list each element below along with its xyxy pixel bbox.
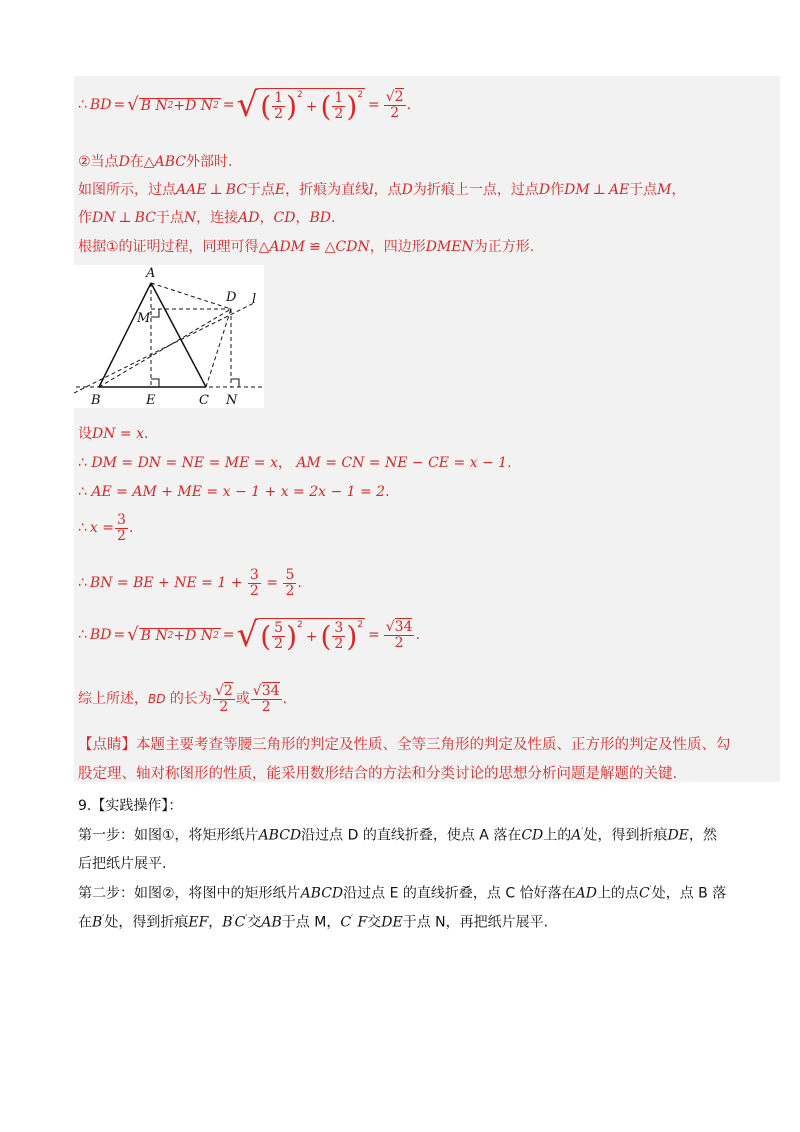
result-root: 2 — [394, 88, 404, 105]
bd-label: BD — [89, 97, 112, 113]
question-9-header — [78, 799, 182, 813]
fraction — [115, 513, 128, 543]
text: 作 — [550, 182, 565, 198]
text: 于点 — [629, 182, 658, 198]
text: 处，得到折痕 — [583, 827, 668, 844]
plus: + — [173, 98, 186, 114]
point-c-prime: C — [234, 914, 246, 931]
frac-num: 5 — [285, 567, 295, 583]
point-n: N — [183, 210, 197, 226]
text: 后把纸片展平. — [78, 856, 167, 872]
result-den: 2 — [390, 104, 400, 121]
equation: AM = CN = NE − CE = x − 1 — [296, 455, 508, 471]
text: 第二步：如图②，将图中的矩形纸片 — [78, 885, 301, 902]
label-c: C — [199, 393, 209, 408]
exp: 2 — [357, 90, 363, 101]
frac-den: 2 — [249, 582, 259, 599]
text: ， — [259, 210, 274, 226]
bn-term: B N — [140, 98, 168, 114]
result-root: 34 — [394, 618, 413, 635]
text: 综上所述， — [78, 691, 148, 708]
perp-symbol: ⊥ — [592, 182, 606, 198]
text: 处，点 B 落 — [651, 885, 727, 902]
answer-fraction-2: $\frac{√34}{2}$ — [252, 683, 280, 715]
frac-den: 2 — [285, 582, 295, 599]
frac-num: 3 — [117, 512, 126, 528]
therefore-symbol: ∴ — [78, 484, 87, 500]
point-d: D — [401, 182, 413, 198]
period: . — [385, 484, 390, 500]
step-bn — [78, 568, 302, 598]
equals-sign: = — [368, 627, 380, 643]
bd-label: BD — [148, 692, 166, 707]
frac-den: 2 — [334, 636, 344, 652]
text: 为正方形. — [473, 239, 535, 255]
rect-abcd: ABCD — [258, 827, 302, 844]
text: 上的 — [543, 827, 572, 844]
desc-line-2 — [78, 211, 335, 225]
frac-num: 1 — [274, 90, 284, 107]
root: 34 — [261, 683, 280, 699]
point-b-prime: B — [222, 914, 233, 931]
step-ae — [78, 485, 390, 499]
frac-den: 2 — [219, 698, 229, 715]
triangle-abc: ABC — [154, 154, 186, 170]
seg-ad: AD — [575, 885, 597, 902]
text: 于点 — [246, 182, 275, 198]
text: 沿过点 D 的直线折叠，使点 A 落在 — [301, 827, 522, 844]
exp: 2 — [213, 630, 219, 641]
equals-sign: = — [222, 97, 235, 113]
period: . — [507, 455, 512, 471]
congruent-symbol: ≌ — [309, 239, 321, 255]
seg-dn: DN — [92, 210, 116, 226]
seg-bc: BC — [134, 210, 156, 226]
text: ， — [671, 182, 686, 198]
dn-term: D N — [185, 628, 214, 644]
equation: x = — [89, 520, 114, 537]
text: 于点 M， — [281, 914, 341, 931]
label-a: A — [146, 266, 156, 281]
line-l: l — [369, 182, 374, 198]
seg-ab: AB — [261, 914, 282, 931]
seg-ad: AD — [238, 210, 260, 226]
equals-sign: = — [261, 575, 283, 592]
q9-step1-line2 — [78, 857, 166, 871]
prime: ′ — [245, 914, 248, 924]
text: 第一步：如图①，将矩形纸片 — [78, 827, 259, 844]
seg-cd: CD — [273, 210, 296, 226]
exp: 2 — [167, 100, 174, 111]
text: ，折痕为直线 — [285, 182, 370, 198]
desc-line-3 — [78, 240, 534, 254]
label-d: D — [226, 290, 237, 305]
therefore-symbol: ∴ — [78, 520, 87, 537]
prime: ′ — [232, 914, 235, 924]
text: 作 — [78, 210, 92, 226]
frac-den: 2 — [274, 106, 284, 122]
text: 或 — [235, 691, 250, 708]
step-bd-result — [78, 615, 420, 655]
sqrt-bn-dn: √ B N 2 + D N 2 — [127, 624, 219, 645]
bn-term: B N — [140, 628, 168, 644]
text: ，点 — [373, 182, 402, 198]
text: 设 — [78, 426, 92, 442]
point-b-prime: B — [92, 914, 103, 931]
seg-de: DE — [667, 827, 689, 844]
seg-bc: BC — [225, 182, 247, 198]
label-n: N — [226, 393, 238, 408]
equation: AE = AM + ME = x − 1 + x = 2x − 1 = 2 — [91, 484, 386, 500]
answer-fraction-1: $\frac{√2}{2}$ — [214, 683, 233, 715]
equals-sign: = — [113, 97, 126, 113]
text: 交 — [367, 914, 382, 931]
triangle-adm: ADM — [269, 239, 306, 255]
equals-sign: = — [222, 627, 235, 643]
seg-ef: EF — [188, 914, 209, 931]
label-b: B — [91, 393, 101, 408]
point-c-prime: C — [340, 914, 352, 931]
prime: ′ — [351, 914, 354, 924]
plus: + — [305, 98, 318, 115]
point-e: E — [274, 182, 286, 198]
dn-term: D N — [185, 98, 214, 114]
exp: 2 — [297, 620, 303, 631]
period: . — [297, 575, 302, 592]
summary-line — [78, 684, 287, 714]
point-d: D — [118, 154, 130, 170]
seg-de: DE — [381, 914, 403, 931]
seg-ae: AE — [186, 182, 207, 198]
frac-num: 3 — [249, 567, 259, 583]
text: 的长为 — [165, 691, 212, 708]
result-den: 2 — [394, 634, 404, 651]
frac-num: 5 — [274, 620, 284, 637]
text: 如图所示，过点 — [78, 182, 176, 198]
label-m: M — [137, 311, 151, 326]
sqrt-fractions: √ ( $\frac{5}{2}$ ) $^2$ + ( $\frac{3}{2}$ ) $^2$ — [236, 615, 363, 655]
text: ， — [208, 914, 223, 931]
prime: ′ — [102, 914, 105, 924]
frac-den: 2 — [117, 527, 126, 544]
text: 为折痕上一点，过点 — [412, 182, 539, 198]
text: 沿过点 E 的直线折叠，点 C 恰好落在 — [343, 885, 576, 902]
text: ，连接 — [196, 210, 239, 226]
plus: + — [173, 628, 186, 644]
sqrt-fractions: √ ( $\frac{1}{2}$ ) $^2$ + ( $\frac{1}{2}$ ) $^2$ — [236, 85, 363, 125]
period: . — [415, 627, 420, 643]
var-x: x — [136, 426, 145, 442]
root: 2 — [223, 683, 233, 699]
equals-sign: = — [368, 97, 380, 113]
plus: + — [305, 628, 318, 645]
triangle-symbol: △ — [143, 154, 155, 170]
point-d: D — [538, 182, 551, 198]
step-set-dn — [78, 427, 148, 441]
label-e: E — [146, 393, 156, 408]
triangle-symbol: △ — [258, 239, 270, 255]
point-f: F — [353, 914, 368, 931]
fraction — [283, 568, 296, 598]
triangle-symbol: △ — [324, 239, 336, 255]
exp: 2 — [357, 620, 363, 631]
q9-step2-line1 — [78, 886, 726, 901]
case1-bd-result — [78, 85, 412, 125]
result-fraction: $\frac{√2}{2}$ — [385, 88, 404, 121]
comment-text: 股定理、轴对称图形的性质，能采用数形结合的方法和分类讨论的思想分析问题是解题的关键. — [78, 766, 678, 782]
point-m: M — [657, 182, 672, 198]
text: 外部时. — [185, 154, 233, 170]
seg-cd: CD — [521, 827, 544, 844]
text: ， — [295, 210, 310, 226]
q9-step2-line2 — [78, 915, 548, 930]
text: 交 — [247, 914, 262, 931]
q9-step1-line1 — [78, 828, 717, 843]
comment-line-2 — [78, 767, 677, 782]
seg-dm: DM — [564, 182, 590, 198]
therefore-symbol: ∴ — [78, 97, 87, 113]
frac-num: 1 — [334, 90, 344, 107]
label-l: l — [252, 292, 257, 307]
question-title: 9.【实践操作】： — [78, 798, 183, 814]
result-fraction: $\frac{√34}{2}$ — [385, 618, 413, 651]
point-c-prime: C — [638, 885, 650, 902]
triangle-cdn: CDN — [335, 239, 370, 255]
perp-symbol: ⊥ — [209, 182, 223, 198]
text: 上的点 — [596, 885, 639, 902]
text: 在 — [129, 154, 144, 170]
text: ②当点 — [78, 154, 119, 170]
comment-line-1 — [78, 738, 731, 753]
point-a: A — [176, 182, 187, 198]
frac-den: 2 — [334, 106, 344, 122]
text: 于点 — [155, 210, 184, 226]
equals-sign: = — [115, 426, 137, 442]
text: 处，得到折痕 — [104, 914, 189, 931]
period: . — [128, 520, 134, 537]
prime: ′ — [581, 827, 584, 837]
frac-num: 3 — [334, 620, 344, 637]
bd-label: BD — [89, 627, 112, 643]
text: 在 — [78, 914, 92, 931]
text: . — [330, 210, 336, 226]
exp: 2 — [213, 100, 219, 111]
period: . — [282, 691, 287, 708]
step-x-value — [78, 513, 133, 543]
rect-abcd: ABCD — [300, 885, 344, 902]
equation: DM = DN = NE = ME = x — [91, 455, 278, 471]
therefore-symbol: ∴ — [78, 627, 87, 643]
square-dmen: DMEN — [425, 239, 474, 255]
therefore-symbol: ∴ — [78, 455, 87, 471]
comma: ， — [277, 455, 297, 471]
fraction — [248, 568, 261, 598]
point-a-prime: A — [571, 827, 582, 844]
sqrt-bn-dn: √ B N 2 + D N 2 — [127, 94, 219, 115]
text: 于点 N，再把纸片展平. — [402, 914, 549, 931]
period: . — [144, 426, 149, 442]
text: ，然 — [688, 827, 717, 844]
prime: ′ — [649, 885, 652, 895]
step-equalities — [78, 456, 512, 470]
seg-ae: AE — [608, 182, 630, 198]
text: 根据①的证明过程，同理可得 — [78, 239, 259, 255]
therefore-symbol: ∴ — [78, 575, 87, 592]
text: ，四边形 — [369, 239, 426, 255]
geometry-figure — [74, 265, 264, 408]
seg-dn: DN — [92, 426, 116, 442]
period: . — [406, 97, 412, 113]
perp-symbol: ⊥ — [118, 210, 132, 226]
desc-line-1 — [78, 183, 686, 197]
equation: BN = BE + NE = 1 + — [89, 575, 247, 592]
comment-tag: 【点睛】 — [78, 737, 136, 753]
frac-den: 2 — [274, 636, 284, 652]
exp: 2 — [167, 630, 174, 641]
comment-text: 本题主要考查等腰三角形的判定及性质、全等三角形的判定及性质、正方形的判定及性质、勾 — [136, 737, 731, 753]
case2-title — [78, 155, 232, 169]
seg-bd: BD — [309, 210, 331, 226]
exp: 2 — [297, 90, 303, 101]
equals-sign: = — [113, 627, 126, 643]
frac-den: 2 — [261, 698, 271, 715]
